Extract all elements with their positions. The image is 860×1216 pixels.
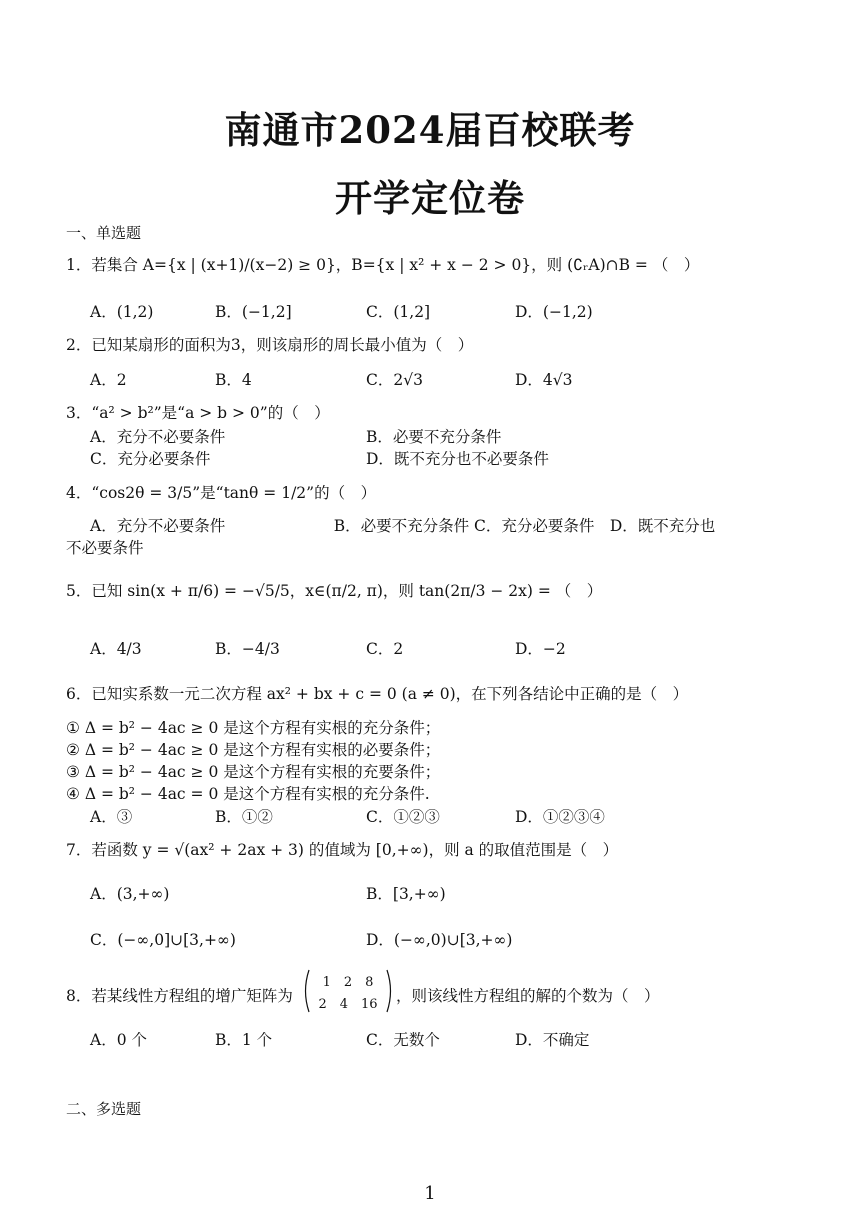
- option-a: A．(3,+∞): [90, 885, 170, 903]
- question-stem: 6．已知实系数一元二次方程 ax² + bx + c = 0 (a ≠ 0)，在下列各结论中正确的是（ ）: [66, 685, 689, 703]
- option-d: D．①②③④: [515, 808, 605, 826]
- option-a: A．0 个: [90, 1031, 147, 1049]
- statement-4: ④ Δ = b² − 4ac = 0 是这个方程有实根的充分条件.: [66, 785, 430, 803]
- matrix-row-2: 2 4 16: [318, 997, 378, 1012]
- option-a: A．(1,2): [90, 303, 154, 321]
- option-d: D．(−∞,0)∪[3,+∞): [366, 931, 513, 949]
- option-b: B．[3,+∞): [366, 885, 446, 903]
- question-stem: 1．若集合 A={x | (x+1)/(x−2) ≥ 0}，B={x | x² + x − 2 > 0}，则 (∁ᵣA)∩B = （ ）: [66, 256, 700, 274]
- option-d: D．不确定: [515, 1031, 590, 1049]
- option-b: B．−4/3: [215, 640, 280, 658]
- augmented-matrix: [302, 968, 394, 1014]
- question-stem-prefix: 8．若某线性方程组的增广矩阵为: [66, 987, 293, 1005]
- option-c: C．2: [366, 640, 404, 658]
- option-c: C．(−∞,0]∪[3,+∞): [90, 931, 236, 949]
- option-b: B．必要不充分条件: [366, 428, 502, 446]
- statement-1: ① Δ = b² − 4ac ≥ 0 是这个方程有实根的充分条件；: [66, 719, 441, 737]
- option-a: A．2: [90, 371, 127, 389]
- options-line-1: A．充分不必要条件 B．必要不充分条件 C．充分必要条件 D．既不充分也: [90, 517, 716, 535]
- option-b: B．(−1,2]: [215, 303, 292, 321]
- option-c: C．2√3: [366, 371, 423, 389]
- question-stem: 3．“a² > b²”是“a > b > 0”的（ ）: [66, 404, 330, 422]
- options-line-2: 不必要条件: [66, 539, 144, 557]
- option-b: B．1 个: [215, 1031, 273, 1049]
- question-stem: 4．“cos2θ = 3/5”是“tanθ = 1/2”的（ ）: [66, 484, 377, 502]
- section-heading-multiple-choice: 二、多选题: [66, 1100, 142, 1118]
- option-d: D．4√3: [515, 371, 573, 389]
- option-c: C．无数个: [366, 1031, 440, 1049]
- statement-3: ③ Δ = b² − 4ac ≥ 0 是这个方程有实根的充要条件；: [66, 763, 441, 781]
- option-a: A．③: [90, 808, 133, 826]
- option-d: D．既不充分也不必要条件: [366, 450, 549, 468]
- exam-title: 南通市2024届百校联考: [224, 108, 636, 152]
- question-stem: 7．若函数 y = √(ax² + 2ax + 3) 的值域为 [0,+∞)，则 a 的取值范围是（ ）: [66, 841, 619, 859]
- option-b: B．4: [215, 371, 252, 389]
- option-c: C．①②③: [366, 808, 440, 826]
- question-stem: 2．已知某扇形的面积为3，则该扇形的周长最小值为（ ）: [66, 336, 474, 354]
- option-b: B．①②: [215, 808, 273, 826]
- option-d: D．−2: [515, 640, 566, 658]
- option-a: A．4/3: [90, 640, 142, 658]
- question-stem: 5．已知 sin(x + π/6) = −√5/5，x∈(π/2, π)，则 tan(2π/3 − 2x) = （ ）: [66, 582, 603, 600]
- option-d: D．(−1,2): [515, 303, 593, 321]
- statement-2: ② Δ = b² − 4ac ≥ 0 是这个方程有实根的必要条件；: [66, 741, 441, 759]
- option-c: C．充分必要条件: [90, 450, 211, 468]
- section-heading-single-choice: 一、单选题: [66, 224, 142, 242]
- question-stem-suffix: ，则该线性方程组的解的个数为（ ）: [396, 987, 660, 1005]
- matrix-row-1: 1 2 8: [322, 975, 374, 990]
- exam-subtitle: 开学定位卷: [335, 176, 525, 220]
- option-c: C．(1,2]: [366, 303, 431, 321]
- page-number: 1: [424, 1183, 436, 1204]
- option-a: A．充分不必要条件: [90, 428, 226, 446]
